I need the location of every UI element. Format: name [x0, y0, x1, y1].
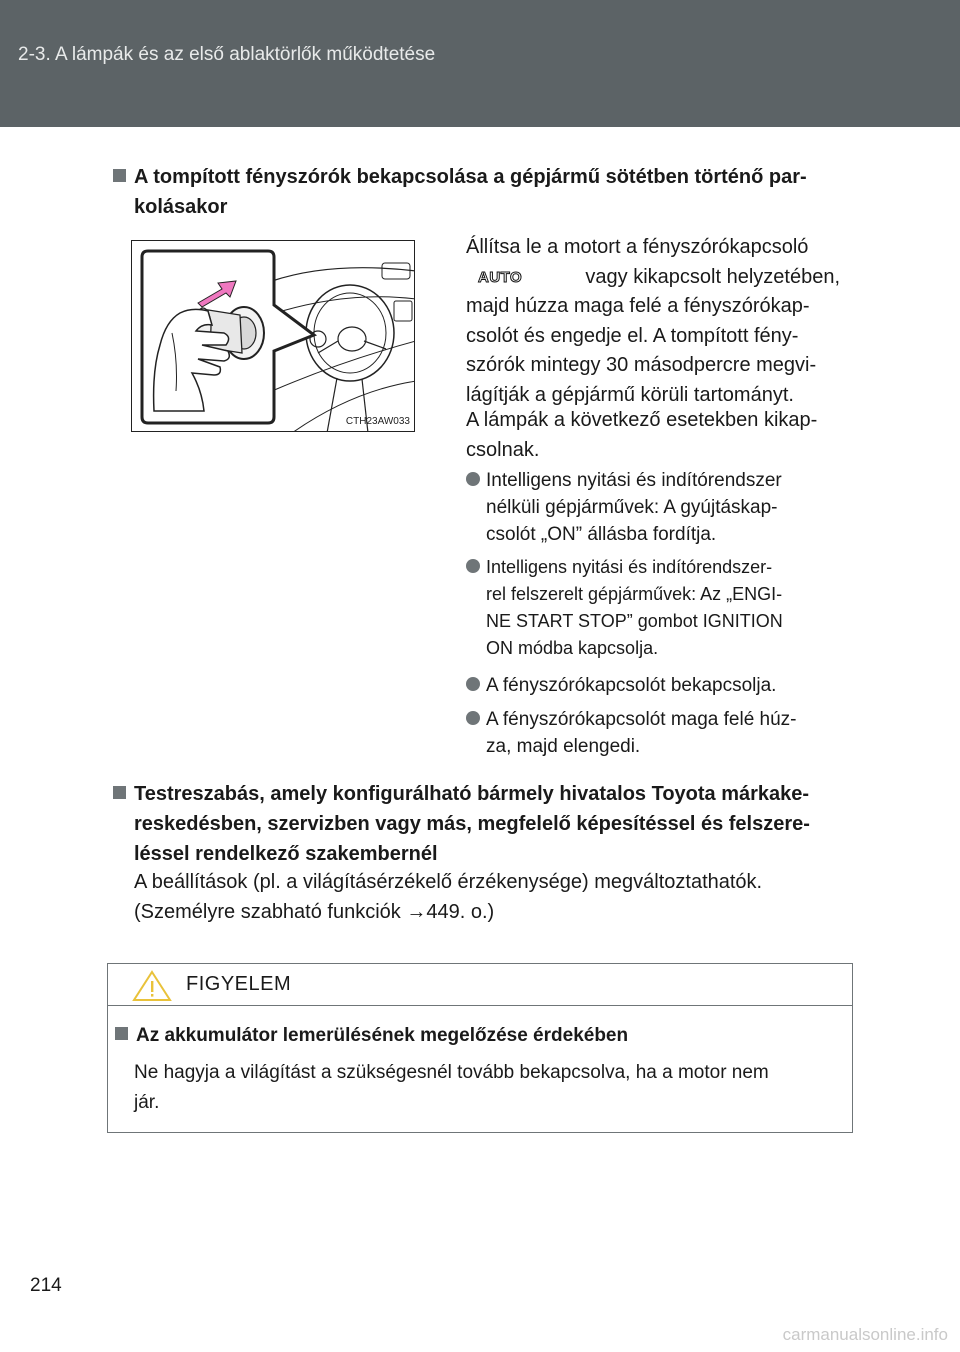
para1-line6: lágítják a gépjármű körüli tartományt.: [466, 383, 794, 406]
para1-line5: szórók mintegy 30 másodpercre megvi-: [466, 354, 817, 376]
section2-body-line2: (Személyre szabható funkciók →449. o.): [134, 900, 495, 923]
list-item: [466, 554, 846, 662]
section2-title-line1: Testreszabás, amely konfigurálható bármely hivatalos Toyota márkake-: [134, 783, 810, 805]
warning-label: FIGYELEM: [186, 973, 292, 995]
bullet-line: NE START STOP” gombot IGNITION: [486, 611, 783, 631]
customization-text: [134, 868, 854, 927]
bullet-line: ON módba kapcsolja.: [486, 638, 659, 658]
para1-line4: csolót és engedje el. A tompított fény-: [466, 324, 799, 347]
bullet-dot-icon: [466, 472, 480, 486]
section2-title: [113, 779, 853, 869]
section2-title-line3: léssel rendelkező szakembernél: [134, 843, 438, 865]
bullet-line: csolót „ON” állásba fordítja.: [486, 524, 717, 545]
para2-line1: A lámpák a következő esetekben kikap-: [466, 409, 818, 431]
warning-title-text: Az akkumulátor lemerülésének megelőzése érdekében: [136, 1025, 629, 1046]
bullet-line: A fényszórókapcsolót bekapcsolja.: [486, 675, 777, 696]
bullet-line: Intelligens nyitási és indítórendszer-: [486, 557, 773, 577]
section-square-icon: [115, 1027, 128, 1040]
section1-title-line2: kolásakor: [134, 196, 228, 218]
para1-line2: vagy kikapcsolt helyzetében,: [585, 265, 840, 288]
bullet-dot-icon: [466, 711, 480, 725]
instruction-paragraph: [466, 233, 840, 410]
list-item: [466, 467, 846, 548]
warning-header: [108, 964, 852, 1006]
warning-body-line2: jár.: [134, 1091, 160, 1113]
watermark: carmanualsonline.info: [782, 1325, 948, 1344]
warning-title: [115, 1021, 845, 1051]
bullet-line: Intelligens nyitási és indítórendszer: [486, 470, 782, 491]
bullet-line: za, majd elengedi.: [486, 736, 641, 757]
section2-title-line2: reskedésben, szervizben vagy más, megfelelő képesítéssel és felszere-: [134, 813, 810, 835]
list-item: [466, 672, 846, 699]
warning-body-line1: Ne hagyja a világítást a szükségesnél tovább bekapcsolva, ha a motor nem: [134, 1062, 769, 1083]
warning-box: [107, 963, 853, 1133]
para1-line1: Állítsa le a motort a fényszórókapcsoló: [466, 236, 809, 258]
auto-position-icon: AUTO: [466, 263, 534, 293]
section-square-icon: [113, 169, 126, 182]
hand-switch-illustration-icon: [132, 241, 415, 432]
warning-triangle-icon: [132, 970, 172, 1002]
para1-line3: majd húzza maga felé a fényszórókap-: [466, 295, 810, 317]
section1-title-line1: A tompított fényszórók bekapcsolása a gépjármű sötétben történő par-: [134, 166, 807, 188]
figure-code: CTH23AW033: [345, 416, 410, 427]
bullet-line: rel felszerelt gépjárművek: Az „ENGI-: [486, 584, 783, 604]
lights-off-intro: [466, 406, 840, 465]
headlight-switch-figure: [131, 240, 415, 432]
page-number: 214: [30, 1275, 62, 1296]
warning-body: [134, 1058, 846, 1117]
bullet-line: A fényszórókapcsolót maga felé húz-: [486, 709, 797, 730]
bullet-line: nélküli gépjárművek: A gyújtáskap-: [486, 497, 778, 518]
section1-title: [113, 162, 853, 222]
bullet-dot-icon: [466, 677, 480, 691]
bullet-dot-icon: [466, 559, 480, 573]
list-item: [466, 706, 846, 760]
section2-body-line1: A beállítások (pl. a világításérzékelő érzékenysége) megváltoztathatók.: [134, 871, 763, 893]
header-title: 2-3. A lámpák és az első ablaktörlők működtetése: [18, 44, 436, 65]
para2-line2: csolnak.: [466, 438, 540, 461]
section-square-icon: [113, 786, 126, 799]
page-header: [0, 0, 960, 127]
